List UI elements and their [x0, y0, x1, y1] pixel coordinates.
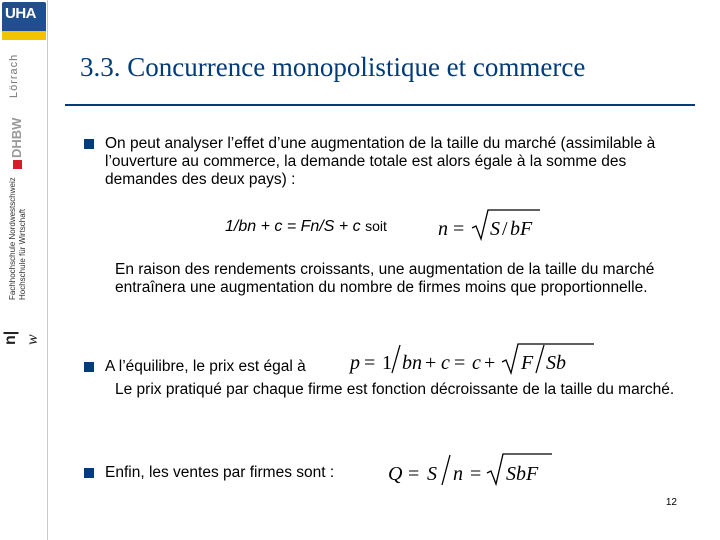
formula-sales	[386, 452, 566, 490]
svg-text:Sb: Sb	[546, 352, 566, 374]
paragraph-price-decreasing: Le prix pratiqué par chaque firme est fonction décroissante de la taille du marché.	[115, 381, 675, 398]
svg-text:Q: Q	[388, 463, 403, 485]
sidebar	[0, 0, 48, 540]
uha-logo	[2, 2, 46, 40]
paragraph-sales: Enfin, les ventes par firmes sont :	[105, 464, 335, 481]
page-number: 12	[665, 497, 677, 508]
equation-text: 1/bn + c = Fn/S + c	[225, 218, 361, 235]
sidebar-divider	[47, 0, 48, 540]
dhbw-logo-mark	[13, 160, 22, 169]
svg-text:+: +	[425, 352, 437, 374]
svg-text:=: =	[364, 352, 376, 374]
bullet-square-icon	[84, 139, 94, 149]
uha-logo-bar	[2, 31, 46, 40]
svg-text:=: =	[453, 218, 465, 240]
bullet-square-icon	[84, 362, 94, 372]
svg-text:SbF: SbF	[506, 463, 539, 485]
fhnw-logo-text-a: n|	[2, 330, 19, 345]
svg-text:=: =	[408, 463, 420, 485]
svg-text:=: =	[454, 352, 466, 374]
bullet-square-icon	[84, 468, 94, 478]
formula-price	[348, 342, 608, 378]
uha-logo-text: UHA	[5, 5, 36, 22]
svg-text:=: =	[470, 463, 482, 485]
formula-n	[436, 208, 546, 244]
equation-line	[225, 217, 387, 236]
dhbw-logo-text: DHBW	[9, 117, 24, 158]
lorrach-label: Lörrach	[8, 53, 20, 98]
title-underline	[65, 104, 695, 106]
svg-text:/: /	[502, 218, 508, 240]
svg-text:1: 1	[382, 352, 392, 374]
svg-text:n: n	[438, 218, 448, 240]
svg-text:S: S	[490, 218, 500, 240]
paragraph-equilibrium: A l’équilibre, le prix est égal à	[105, 358, 306, 375]
svg-text:F: F	[521, 352, 534, 374]
paragraph-market-size: On peut analyser l’effet d’une augmentation de la taille du marché (assimilable à l’ouverture au commerce, la demande totale est alors égale à la somme des demandes des deux pays) :	[105, 135, 656, 188]
fhnw-name-line1: Fachhochschule Nordwestschweiz	[8, 177, 17, 300]
slide-title: 3.3. Concurrence monopolistique et commerce	[80, 52, 586, 82]
paragraph-returns: En raison des rendements croissants, une augmentation de la taille du marché entraînera une augmentation du nombre de firmes moins que proportionnelle.	[115, 261, 655, 296]
svg-text:c: c	[441, 352, 450, 374]
fhnw-logo-text-b: w	[24, 334, 41, 345]
svg-text:n: n	[453, 463, 463, 485]
fhnw-name-line2: Hochschule für Wirtschaft	[18, 208, 27, 300]
svg-text:bF: bF	[510, 218, 533, 240]
svg-text:S: S	[427, 463, 437, 485]
equation-soit: soit	[365, 218, 387, 234]
svg-text:bn: bn	[402, 352, 422, 374]
svg-text:+: +	[484, 352, 496, 374]
svg-text:c: c	[472, 352, 481, 374]
svg-text:p: p	[350, 352, 360, 374]
